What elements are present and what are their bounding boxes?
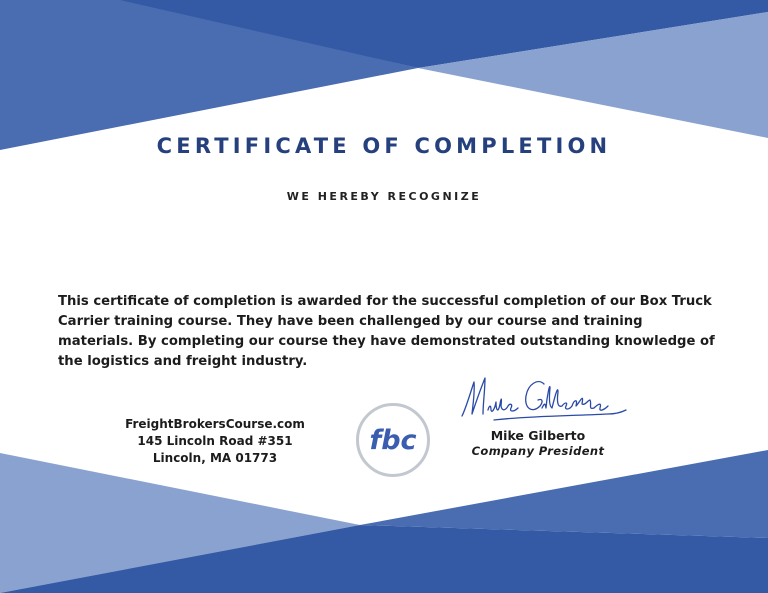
signatory-block bbox=[458, 428, 618, 459]
signatory-name: Mike Gilberto bbox=[490, 428, 586, 443]
signature-icon bbox=[458, 370, 628, 426]
address-street: 145 Lincoln Road #351 bbox=[137, 434, 293, 448]
address-city: Lincoln, MA 01773 bbox=[152, 451, 278, 465]
address-website: FreightBrokersCourse.com bbox=[125, 417, 305, 431]
address-block bbox=[100, 416, 330, 467]
certificate-body: This certificate of completion is awarded for the successful completion of our Box Truck Carrier training course. They have been challenged by our course and training materials. By completing our course they have demonstrated outstanding knowledge of the logistics and freight industry. bbox=[58, 294, 715, 369]
signatory-role: Company President bbox=[471, 444, 605, 458]
logo-text: fbc bbox=[369, 425, 417, 456]
fbc-logo-icon bbox=[355, 402, 431, 478]
certificate-title: CERTIFICATE OF COMPLETION bbox=[156, 134, 612, 158]
certificate-subtitle: WE HEREBY RECOGNIZE bbox=[286, 190, 482, 203]
